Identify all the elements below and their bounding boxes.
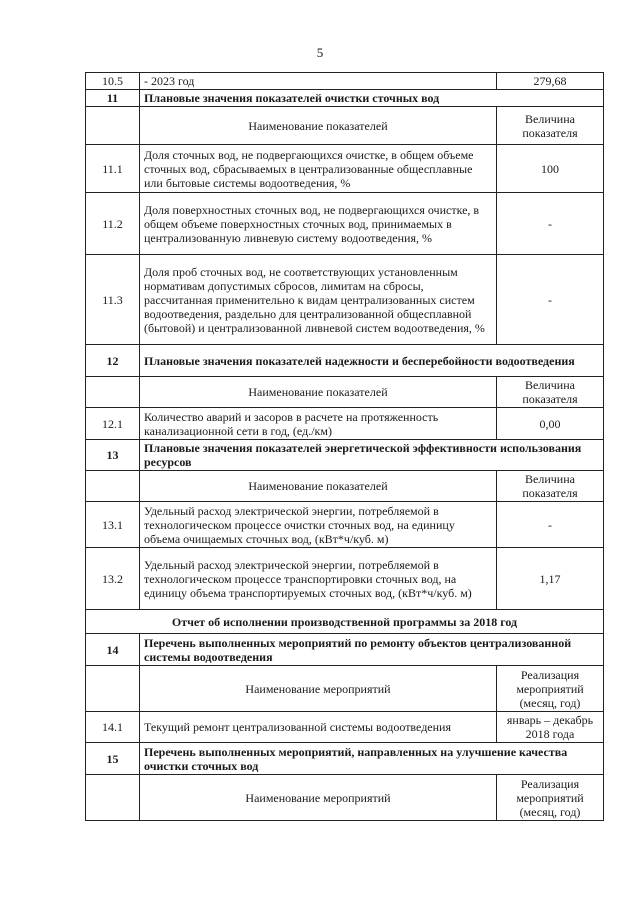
- row-name: Доля проб сточных вод, не соответствующих установленным нормативам допустимых сбросов, лимитам на сбросы, рассчитанная применительно к видам централизованных систем водоотведения, раздельно для централизованной общесплавной (бытовой) и централизованной ливневой систем водоотведения, %: [140, 255, 497, 345]
- row-number: 14.1: [86, 712, 140, 743]
- program-table: [85, 72, 604, 821]
- empty-cell: [86, 775, 140, 821]
- row-number: 10.5: [86, 73, 140, 90]
- column-header-value: Величина показателя: [497, 107, 604, 145]
- table-row: [86, 502, 604, 548]
- section-title: Перечень выполненных мероприятий по ремонту объектов централизованной системы водоотведения: [140, 634, 604, 666]
- row-value: январь – декабрь 2018 года: [497, 712, 604, 743]
- column-header-value: Величина показателя: [497, 471, 604, 502]
- table-row: [86, 145, 604, 193]
- column-header-row: [86, 666, 604, 712]
- column-header-name: Наименование мероприятий: [140, 775, 497, 821]
- table-row: [86, 548, 604, 610]
- row-value: -: [497, 255, 604, 345]
- section-number: 14: [86, 634, 140, 666]
- section-header-14: [86, 634, 604, 666]
- row-value: 279,68: [497, 73, 604, 90]
- section-header-12: [86, 345, 604, 377]
- column-header-name: Наименование показателей: [140, 471, 497, 502]
- row-name: Доля поверхностных сточных вод, не подвергающихся очистке, в общем объеме поверхностных сточных вод, принимаемых в централизованную ливневую систему водоотведения, %: [140, 193, 497, 255]
- column-header-value: Величина показателя: [497, 377, 604, 408]
- report-title: Отчет об исполнении производственной программы за 2018 год: [86, 610, 604, 634]
- column-header-row: [86, 107, 604, 145]
- section-title: Плановые значения показателей очистки сточных вод: [140, 90, 604, 107]
- row-value: 0,00: [497, 408, 604, 440]
- section-title: Плановые значения показателей энергетической эффективности использования ресурсов: [140, 440, 604, 471]
- report-title-row: [86, 610, 604, 634]
- table-row: [86, 408, 604, 440]
- row-number: 11.3: [86, 255, 140, 345]
- table-row: [86, 193, 604, 255]
- row-number: 13.1: [86, 502, 140, 548]
- column-header-name: Наименование мероприятий: [140, 666, 497, 712]
- row-name: - 2023 год: [140, 73, 497, 90]
- row-name: Удельный расход электрической энергии, потребляемой в технологическом процессе транспортировки сточных вод, на единицу объема транспортируемых сточных вод, (кВт*ч/куб. м): [140, 548, 497, 610]
- section-header-13: [86, 440, 604, 471]
- column-header-value: Реализация мероприятий (месяц, год): [497, 775, 604, 821]
- table-row: [86, 73, 604, 90]
- row-name: Удельный расход электрической энергии, потребляемой в технологическом процессе очистки сточных вод, на единицу объема очищаемых сточных вод, (кВт*ч/куб. м): [140, 502, 497, 548]
- empty-cell: [86, 377, 140, 408]
- table-row: [86, 712, 604, 743]
- section-header-11: [86, 90, 604, 107]
- row-number: 12.1: [86, 408, 140, 440]
- row-name: Доля сточных вод, не подвергающихся очистке, в общем объеме сточных вод, сбрасываемых в централизованные общесплавные или бытовые системы водоотведения, %: [140, 145, 497, 193]
- section-number: 11: [86, 90, 140, 107]
- column-header-row: [86, 775, 604, 821]
- column-header-value: Реализация мероприятий (месяц, год): [497, 666, 604, 712]
- section-number: 15: [86, 743, 140, 775]
- page-number: 5: [316, 45, 324, 60]
- section-number: 13: [86, 440, 140, 471]
- empty-cell: [86, 107, 140, 145]
- section-title: Перечень выполненных мероприятий, направленных на улучшение качества очистки сточных вод: [140, 743, 604, 775]
- row-value: 1,17: [497, 548, 604, 610]
- row-number: 11.1: [86, 145, 140, 193]
- column-header-row: [86, 471, 604, 502]
- table-row: [86, 255, 604, 345]
- column-header-name: Наименование показателей: [140, 377, 497, 408]
- section-title: Плановые значения показателей надежности и бесперебойности водоотведения: [140, 345, 604, 377]
- row-value: 100: [497, 145, 604, 193]
- row-value: -: [497, 193, 604, 255]
- row-value: -: [497, 502, 604, 548]
- row-number: 11.2: [86, 193, 140, 255]
- row-number: 13.2: [86, 548, 140, 610]
- column-header-name: Наименование показателей: [140, 107, 497, 145]
- column-header-row: [86, 377, 604, 408]
- row-name: Текущий ремонт централизованной системы водоотведения: [140, 712, 497, 743]
- section-number: 12: [86, 345, 140, 377]
- row-name: Количество аварий и засоров в расчете на протяженность канализационной сети в год, (ед./км): [140, 408, 497, 440]
- empty-cell: [86, 666, 140, 712]
- section-header-15: [86, 743, 604, 775]
- empty-cell: [86, 471, 140, 502]
